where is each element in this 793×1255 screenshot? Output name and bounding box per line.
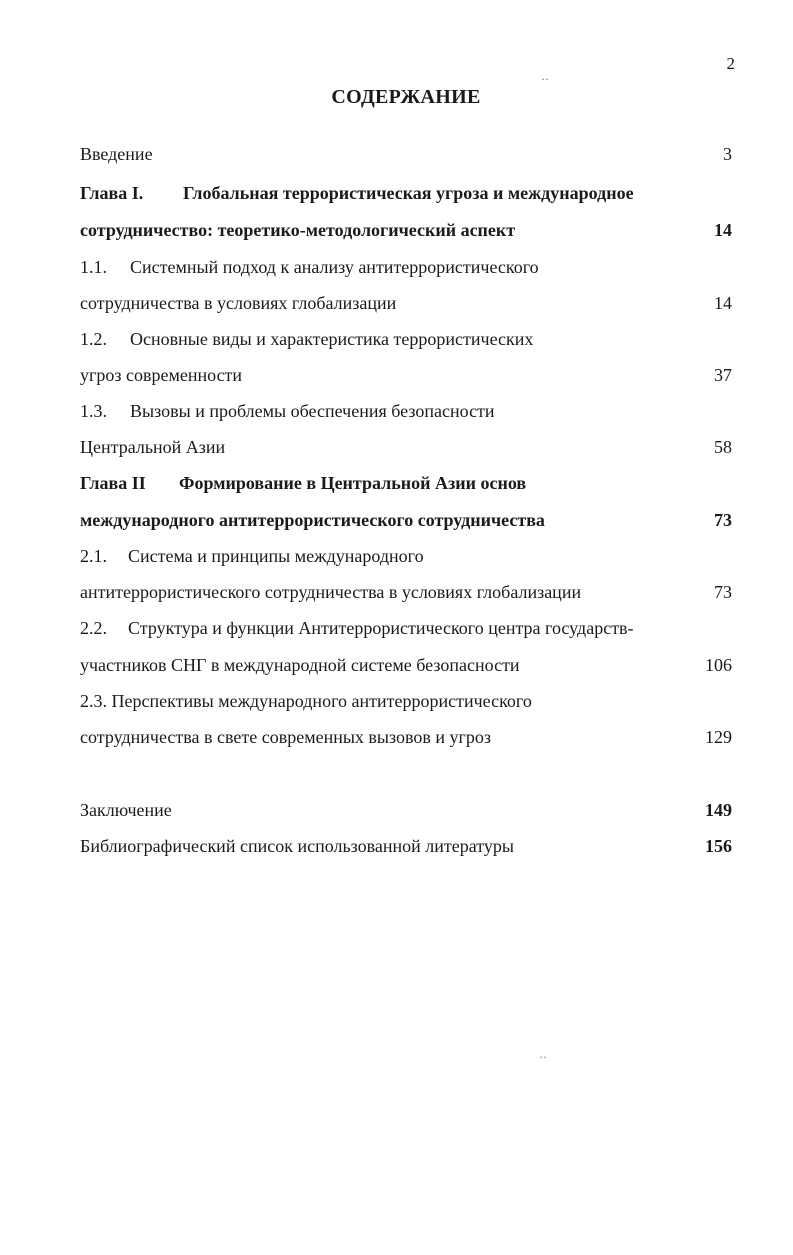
toc-entry-page: 58 — [714, 437, 732, 457]
page-number: 2 — [726, 54, 735, 73]
toc-entry-section-1-3-cont[interactable] — [80, 433, 732, 461]
page-title: СОДЕРЖАНИЕ — [331, 86, 481, 108]
toc-entry-text: Библиографический список использованной литературы — [80, 836, 515, 856]
section-title-line1: Структура и функции Антитеррористического центра государств- — [128, 618, 634, 638]
toc-entry-chapter-1-cont[interactable] — [80, 216, 732, 244]
toc-entry-conclusion[interactable] — [80, 796, 732, 824]
toc-entry-chapter-1[interactable] — [80, 179, 732, 207]
section-number: 1.1. — [80, 257, 107, 277]
toc-entry-bibliography[interactable] — [80, 832, 732, 860]
section-title-line2: участников СНГ в международной системе безопасности — [80, 655, 520, 675]
toc-entry-page: 106 — [705, 655, 732, 675]
toc-entry-section-2-3[interactable] — [80, 687, 732, 715]
toc-entry-page: 149 — [705, 800, 732, 820]
chapter-title-line1: Глобальная террористическая угроза и международное — [183, 183, 634, 203]
section-number: 1.3. — [80, 401, 107, 421]
toc-entry-text: Введение — [80, 144, 153, 164]
toc-entry-chapter-2-cont[interactable] — [80, 506, 732, 534]
section-title-line1: Основные виды и характеристика террористических — [130, 329, 534, 349]
toc-entry-section-2-2-cont[interactable] — [80, 651, 732, 679]
section-title-line2: сотрудничества в свете современных вызовов и угроз — [80, 727, 492, 747]
section-title-line2: угроз современности — [80, 365, 243, 385]
toc-entry-page: 14 — [714, 293, 732, 313]
toc-entry-introduction[interactable] — [80, 140, 732, 168]
chapter-title-line1: Формирование в Центральной Азии основ — [179, 473, 527, 493]
toc-entry-page: 73 — [714, 582, 732, 602]
scan-speck: ·· — [541, 72, 549, 86]
toc-entry-page: 73 — [714, 510, 732, 530]
toc-entry-chapter-2[interactable] — [80, 469, 732, 497]
toc-entry-page: 156 — [705, 836, 732, 856]
section-title-line2: сотрудничества в условиях глобализации — [80, 293, 397, 313]
chapter-title-line2: международного антитеррористического сотрудничества — [80, 510, 545, 530]
section-number: 2.1. — [80, 546, 107, 566]
toc-entry-section-2-1[interactable] — [80, 542, 732, 570]
scan-speck: ·· — [539, 1050, 547, 1064]
toc-entry-section-2-2[interactable] — [80, 614, 732, 642]
toc-entry-section-2-3-cont[interactable] — [80, 723, 732, 751]
chapter-title-line2: сотрудничество: теоретико-методологический аспект — [80, 220, 516, 240]
toc-entry-section-1-3[interactable] — [80, 397, 732, 425]
toc-entry-page: 37 — [714, 365, 732, 385]
toc-entry-page: 14 — [714, 220, 732, 240]
toc-entry-page: 129 — [705, 727, 732, 747]
toc-entry-page: 3 — [723, 144, 732, 164]
section-title-line1: 2.3. Перспективы международного антитеррористического — [80, 691, 532, 711]
toc-entry-section-1-2-cont[interactable] — [80, 361, 732, 389]
section-title-line2: антитеррористического сотрудничества в условиях глобализации — [80, 582, 582, 602]
toc-entry-section-1-1[interactable] — [80, 253, 732, 281]
chapter-label: Глава I. — [80, 183, 144, 203]
toc-entry-section-1-1-cont[interactable] — [80, 289, 732, 317]
toc-entry-section-2-1-cont[interactable] — [80, 578, 732, 606]
toc-entry-text: Заключение — [80, 800, 172, 820]
section-title-line2: Центральной Азии — [80, 437, 226, 457]
toc-entry-section-1-2[interactable] — [80, 325, 732, 353]
section-title-line1: Вызовы и проблемы обеспечения безопасности — [130, 401, 495, 421]
section-title-line1: Система и принципы международного — [128, 546, 424, 566]
chapter-label: Глава II — [80, 473, 146, 493]
section-title-line1: Системный подход к анализу антитеррористического — [130, 257, 539, 277]
section-number: 2.2. — [80, 618, 107, 638]
section-number: 1.2. — [80, 329, 107, 349]
